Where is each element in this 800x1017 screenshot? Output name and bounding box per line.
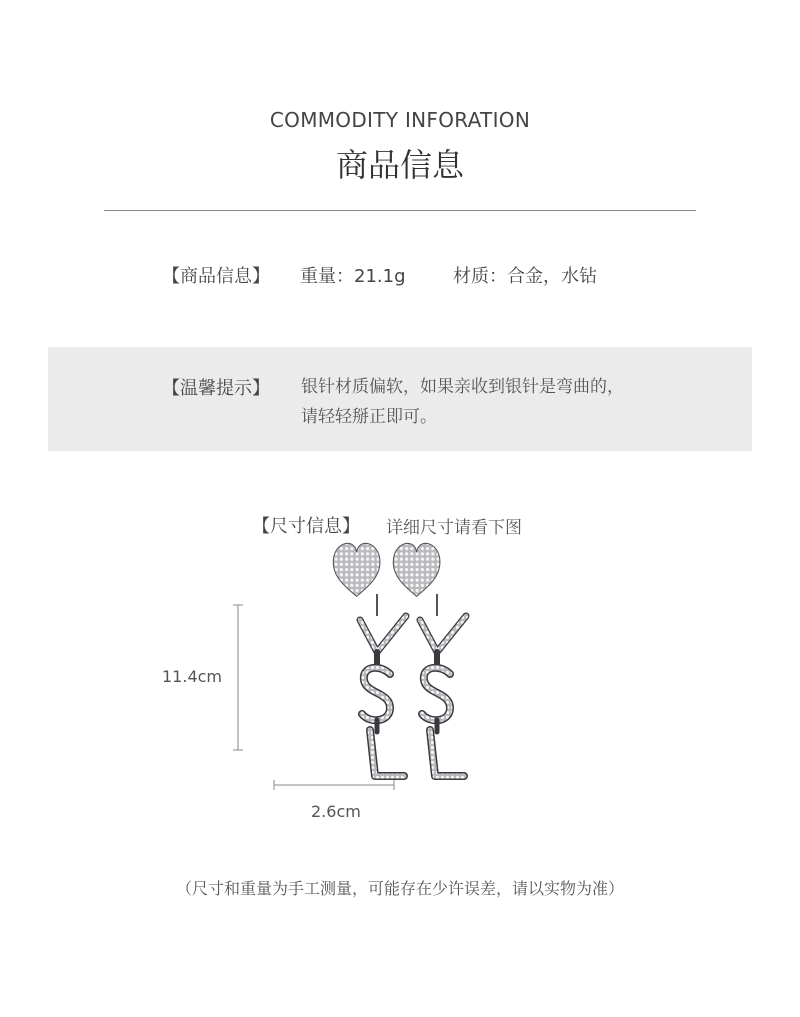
english-title: COMMODITY INFORATION [269, 108, 531, 132]
size-description: 详细尺寸请看下图 [386, 518, 522, 538]
info-label: 【商品信息】 [162, 266, 270, 287]
weight-text: 重量：21.1g [300, 266, 406, 287]
width-dimension-line [274, 780, 394, 790]
tip-line-1: 银针材质偏软，如果亲收到银针是弯曲的， [301, 377, 624, 397]
tip-line-2: 请轻轻掰正即可。 [301, 407, 437, 427]
earrings-illustration [220, 540, 500, 800]
measurement-note: （尺寸和重量为手工测量，可能存在少许误差，请以实物为准） [175, 879, 624, 898]
size-label: 【尺寸信息】 [252, 516, 360, 537]
right-heart-icon [393, 543, 440, 596]
title-divider [104, 210, 696, 211]
material-text: 材质：合金，水钻 [453, 266, 597, 287]
width-label: 2.6cm [311, 802, 361, 821]
left-heart-icon [333, 543, 380, 596]
tip-label: 【温馨提示】 [162, 378, 270, 399]
height-dimension-line [233, 605, 243, 750]
left-earring [333, 543, 406, 776]
height-label: 11.4cm [162, 667, 223, 686]
chinese-title: 商品信息 [335, 146, 464, 184]
right-earring [393, 543, 466, 776]
